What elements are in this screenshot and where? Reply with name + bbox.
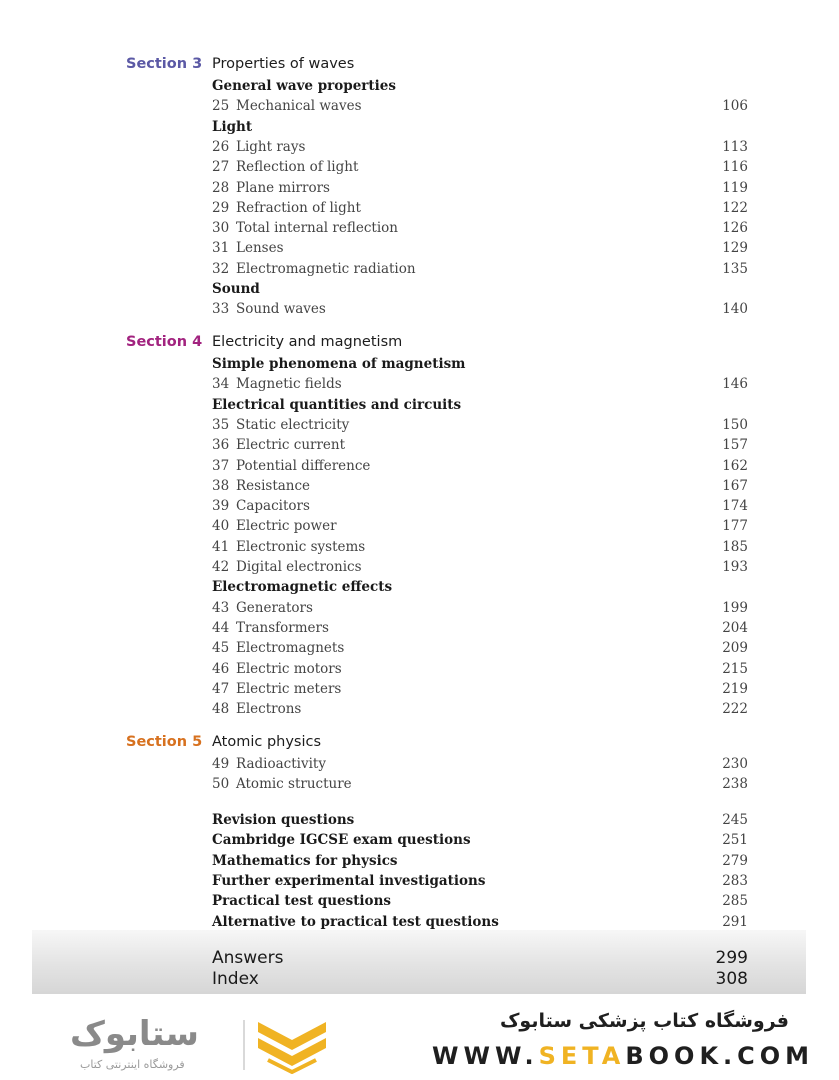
chapter-number: 41 bbox=[212, 538, 230, 555]
page-number: 146 bbox=[722, 376, 748, 393]
subsection-heading: General wave properties bbox=[212, 78, 396, 94]
chapter-title: Static electricity bbox=[236, 416, 350, 433]
page-number: 230 bbox=[722, 756, 748, 772]
chapter-title: Potential difference bbox=[236, 457, 371, 474]
chapter-number: 25 bbox=[212, 98, 230, 115]
chapter-entry bbox=[212, 640, 748, 660]
chapter-title: Electromagnetic radiation bbox=[236, 260, 416, 277]
chapter-number: 48 bbox=[212, 701, 230, 718]
section-label: Section 5 bbox=[126, 734, 203, 750]
page-number: 215 bbox=[722, 660, 748, 677]
back-matter-title: Further experimental investigations bbox=[212, 872, 486, 889]
chapter-number: 30 bbox=[212, 220, 230, 237]
subsection-heading: Sound bbox=[212, 281, 260, 297]
section-title: Atomic physics bbox=[212, 734, 322, 750]
chapter-entry bbox=[212, 417, 748, 437]
page-number: 185 bbox=[722, 538, 748, 555]
back-matter-entry bbox=[212, 812, 748, 832]
chapter-title: Capacitors bbox=[236, 498, 310, 515]
chapter-title: Electric current bbox=[236, 437, 346, 454]
back-matter-entry bbox=[212, 853, 748, 873]
subsection-heading: Electrical quantities and circuits bbox=[212, 396, 462, 413]
chapter-title: Atomic structure bbox=[236, 776, 352, 793]
chapter-title: Sound waves bbox=[236, 301, 326, 318]
page-number: 122 bbox=[722, 199, 748, 216]
chapter-entry bbox=[212, 518, 748, 538]
page-number: 279 bbox=[722, 852, 748, 869]
chapter-entry bbox=[212, 458, 748, 478]
back-matter-entry bbox=[212, 873, 748, 893]
chapter-title: Radioactivity bbox=[236, 756, 326, 772]
page-number: 251 bbox=[722, 832, 748, 849]
chapter-number: 50 bbox=[212, 776, 230, 793]
back-matter-entry bbox=[212, 832, 748, 852]
chapter-number: 45 bbox=[212, 640, 230, 657]
chapter-number: 26 bbox=[212, 138, 230, 155]
page-number: 140 bbox=[722, 301, 748, 318]
page-number: 129 bbox=[722, 240, 748, 257]
chapter-entry bbox=[212, 200, 748, 220]
chapter-entry bbox=[212, 240, 748, 260]
chapter-entry bbox=[212, 98, 748, 118]
chapter-title: Electronic systems bbox=[236, 538, 366, 555]
page-number: 119 bbox=[722, 179, 748, 196]
chapter-title: Electrons bbox=[236, 701, 302, 718]
chapter-number: 40 bbox=[212, 518, 230, 535]
section-title: Electricity and magnetism bbox=[212, 334, 403, 350]
page-number: 162 bbox=[722, 457, 748, 474]
chapter-title: Light rays bbox=[236, 138, 306, 155]
subsection-heading: Electromagnetic effects bbox=[212, 579, 393, 596]
chapter-number: 38 bbox=[212, 477, 230, 494]
chapter-entry bbox=[212, 159, 748, 179]
chapter-number: 32 bbox=[212, 260, 230, 277]
store-name: فروشگاه کتاب پزشکی ستابوک bbox=[499, 1010, 789, 1032]
chapter-title: Electric meters bbox=[236, 680, 342, 697]
chapter-entry bbox=[212, 498, 748, 518]
chapter-entry bbox=[212, 661, 748, 681]
chapter-entry bbox=[212, 301, 748, 321]
page-number: 150 bbox=[722, 416, 748, 433]
page-number: 193 bbox=[722, 559, 748, 575]
chapter-entry bbox=[212, 701, 748, 721]
chapter-entry bbox=[212, 261, 748, 281]
chapter-entry bbox=[212, 559, 748, 579]
chapter-entry bbox=[212, 776, 748, 796]
chapter-title: Electric motors bbox=[236, 660, 342, 677]
chapter-number: 29 bbox=[212, 199, 230, 216]
chapter-title: Reflection of light bbox=[236, 159, 359, 176]
chapter-number: 27 bbox=[212, 159, 230, 176]
page-number: 238 bbox=[722, 776, 748, 793]
chapter-number: 36 bbox=[212, 437, 230, 454]
chapter-entry bbox=[212, 220, 748, 240]
chapter-number: 37 bbox=[212, 457, 230, 474]
page-number: 135 bbox=[722, 260, 748, 277]
end-matter-title: Index bbox=[212, 969, 259, 989]
page-number: 283 bbox=[722, 872, 748, 889]
chapter-number: 47 bbox=[212, 680, 230, 697]
chapter-title: Magnetic fields bbox=[236, 376, 342, 393]
setabook-logo-text: ستابوک bbox=[70, 1014, 199, 1054]
page-number: 222 bbox=[722, 701, 748, 718]
chapter-number: 31 bbox=[212, 240, 230, 257]
page-number: 113 bbox=[722, 138, 748, 155]
chapter-entry bbox=[212, 139, 748, 159]
chapter-number: 43 bbox=[212, 599, 230, 616]
page-number: 199 bbox=[722, 599, 748, 616]
chapter-entry bbox=[212, 539, 748, 559]
chapter-title: Resistance bbox=[236, 477, 311, 494]
chapter-title: Digital electronics bbox=[236, 559, 362, 575]
chapter-entry bbox=[212, 620, 748, 640]
chapter-title: Mechanical waves bbox=[236, 98, 362, 115]
back-matter-title: Mathematics for physics bbox=[212, 852, 398, 869]
chapter-title: Electric power bbox=[236, 518, 337, 535]
setabook-logo-subtitle: فروشگاه اینترنتی کتاب bbox=[80, 1058, 185, 1071]
subsection-heading: Simple phenomena of magnetism bbox=[212, 356, 466, 372]
chapter-number: 35 bbox=[212, 416, 230, 433]
chapter-number: 28 bbox=[212, 179, 230, 196]
page-number: 219 bbox=[722, 680, 748, 697]
chapter-number: 44 bbox=[212, 619, 230, 636]
chapter-number: 42 bbox=[212, 559, 230, 575]
end-matter-title: Answers bbox=[212, 948, 284, 968]
page-number: 126 bbox=[722, 220, 748, 237]
chapter-title: Total internal reflection bbox=[236, 220, 398, 237]
chapter-entry bbox=[212, 376, 748, 396]
back-matter-title: Alternative to practical test questions bbox=[212, 913, 499, 930]
subsection-heading: Light bbox=[212, 118, 253, 135]
section-label: Section 4 bbox=[126, 334, 203, 350]
chapter-number: 49 bbox=[212, 756, 230, 772]
chapter-title: Transformers bbox=[236, 619, 329, 636]
chapter-number: 46 bbox=[212, 660, 230, 677]
chapter-title: Refraction of light bbox=[236, 199, 361, 216]
page-number: 174 bbox=[722, 498, 748, 515]
chapter-entry bbox=[212, 478, 748, 498]
watermark-footer bbox=[0, 994, 839, 1080]
book-stack-logo-icon bbox=[252, 1016, 332, 1074]
store-url: WWW.SETABOOK.COM bbox=[432, 1042, 815, 1070]
section-label: Section 3 bbox=[126, 56, 203, 72]
back-matter-title: Revision questions bbox=[212, 812, 355, 828]
page-number: 308 bbox=[715, 969, 748, 989]
chapter-number: 39 bbox=[212, 498, 230, 515]
end-matter-entry bbox=[212, 948, 748, 970]
end-matter-entry bbox=[212, 969, 748, 991]
page-number: 116 bbox=[722, 159, 748, 176]
chapter-title: Plane mirrors bbox=[236, 179, 330, 196]
page-number: 106 bbox=[722, 98, 748, 115]
logo-divider bbox=[243, 1020, 245, 1070]
page-number: 157 bbox=[722, 437, 748, 454]
back-matter-entry bbox=[212, 893, 748, 913]
page-number: 209 bbox=[722, 640, 748, 657]
chapter-title: Electromagnets bbox=[236, 640, 345, 657]
chapter-entry bbox=[212, 600, 748, 620]
chapter-entry bbox=[212, 437, 748, 457]
page-number: 285 bbox=[722, 893, 748, 910]
chapter-title: Generators bbox=[236, 599, 313, 616]
chapter-number: 33 bbox=[212, 301, 230, 318]
page-number: 299 bbox=[715, 948, 748, 968]
page-number: 245 bbox=[722, 812, 748, 828]
back-matter-title: Practical test questions bbox=[212, 893, 391, 910]
page-number: 291 bbox=[722, 913, 748, 930]
chapter-entry bbox=[212, 756, 748, 776]
page-number: 204 bbox=[722, 619, 748, 636]
chapter-entry bbox=[212, 180, 748, 200]
chapter-entry bbox=[212, 681, 748, 701]
back-matter-title: Cambridge IGCSE exam questions bbox=[212, 832, 471, 849]
chapter-title: Lenses bbox=[236, 240, 284, 257]
chapter-number: 34 bbox=[212, 376, 230, 393]
page-number: 167 bbox=[722, 477, 748, 494]
section-title: Properties of waves bbox=[212, 56, 355, 72]
page-number: 177 bbox=[722, 518, 748, 535]
